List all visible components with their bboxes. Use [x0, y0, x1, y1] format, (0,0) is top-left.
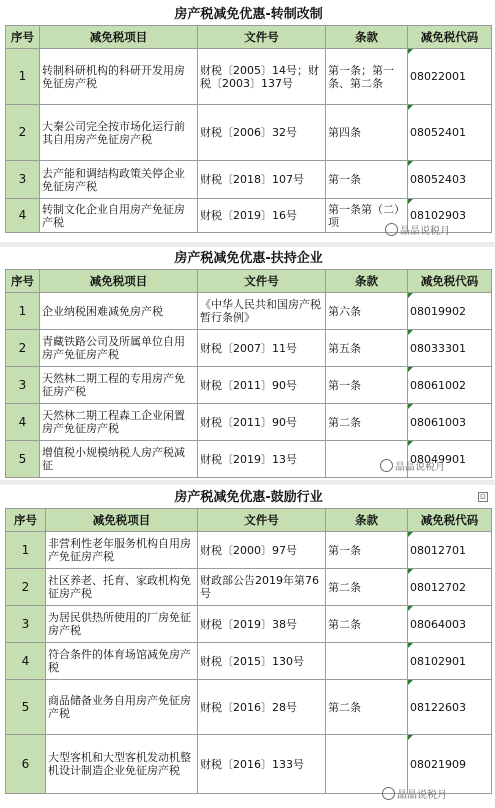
row-doc: 财税〔2006〕32号 [198, 105, 326, 161]
row-clause: 第一条第（二）项 [326, 199, 408, 233]
section-support [5, 247, 491, 478]
row-clause: 第一条 [326, 532, 408, 569]
header-item: 减免税项目 [40, 270, 198, 293]
row-clause: 第一条 [326, 367, 408, 404]
wechat-icon [380, 459, 393, 472]
row-code: 08102903 [408, 199, 492, 233]
row-item: 非营利性老年服务机构自用房产免征房产税 [46, 532, 198, 569]
row-clause [326, 735, 408, 794]
row-clause: 第四条 [326, 105, 408, 161]
table-row [6, 330, 492, 367]
row-code: 08064003 [408, 606, 492, 643]
row-item: 转制文化企业自用房产免征房产税 [40, 199, 198, 233]
row-doc: 财税〔2019〕38号 [198, 606, 326, 643]
row-clause [326, 643, 408, 680]
row-idx: 5 [6, 680, 46, 735]
row-clause: 第二条 [326, 569, 408, 606]
header-clause: 条款 [326, 26, 408, 49]
row-doc: 《中华人民共和国房产税暂行条例》 [198, 293, 326, 330]
table-row [6, 367, 492, 404]
row-code: 08021909 [408, 735, 492, 794]
row-clause: 第一条 [326, 161, 408, 199]
header-code: 减免税代码 [408, 270, 492, 293]
row-idx: 3 [6, 606, 46, 643]
row-clause: 第二条 [326, 404, 408, 441]
row-clause: 第五条 [326, 330, 408, 367]
row-idx: 1 [6, 49, 40, 105]
section-title: 房产税减免优惠-扶持企业 [174, 250, 323, 266]
row-idx: 1 [6, 532, 46, 569]
header-clause: 条款 [326, 270, 408, 293]
table-row [6, 735, 492, 794]
row-code: 08012701 [408, 532, 492, 569]
row-code: 08012702 [408, 569, 492, 606]
row-item: 大秦公司完全按市场化运行前其自用房产免征房产税 [40, 105, 198, 161]
table-row [6, 161, 492, 199]
row-clause: 第二条 [326, 606, 408, 643]
row-item: 去产能和调结构政策关停企业免征房产税 [40, 161, 198, 199]
row-item: 企业纳税困难减免房产税 [40, 293, 198, 330]
header-doc: 文件号 [198, 509, 326, 532]
row-doc: 财政部公告2019年第76号 [198, 569, 326, 606]
section-transformation [5, 3, 491, 233]
row-idx: 2 [6, 569, 46, 606]
table-encourage [5, 486, 492, 794]
row-idx: 5 [6, 441, 40, 478]
watermark: 晶晶说税月 [385, 222, 450, 237]
row-doc: 财税〔2016〕133号 [198, 735, 326, 794]
header-code: 减免税代码 [408, 26, 492, 49]
wechat-icon [382, 787, 395, 800]
row-clause: 第二条 [326, 680, 408, 735]
row-item: 转制科研机构的科研开发用房免征房产税 [40, 49, 198, 105]
watermark: 晶晶说税月 [380, 458, 445, 473]
row-item: 商品储备业务自用房产免征房产税 [46, 680, 198, 735]
row-doc: 财税〔2015〕130号 [198, 643, 326, 680]
table-row [6, 606, 492, 643]
row-code: 08033301 [408, 330, 492, 367]
row-item: 符合条件的体育场馆减免房产税 [46, 643, 198, 680]
row-clause: 第一条；第一条、第二条 [326, 49, 408, 105]
table-row [6, 49, 492, 105]
row-item: 青藏铁路公司及所属单位自用房产免征房产税 [40, 330, 198, 367]
header-clause: 条款 [326, 509, 408, 532]
watermark: 晶晶说税月 [382, 786, 447, 801]
row-code: 08102901 [408, 643, 492, 680]
header-doc: 文件号 [198, 270, 326, 293]
header-idx: 序号 [6, 26, 40, 49]
row-doc: 财税〔2005〕14号；财税〔2003〕137号 [198, 49, 326, 105]
section-title: 房产税减免优惠-鼓励行业 [174, 489, 323, 505]
header-idx: 序号 [6, 270, 40, 293]
row-idx: 4 [6, 643, 46, 680]
row-doc: 财税〔2007〕11号 [198, 330, 326, 367]
row-code: 08049901 [408, 441, 492, 478]
table-row [6, 532, 492, 569]
table-transformation [5, 3, 492, 233]
row-doc: 财税〔2018〕107号 [198, 161, 326, 199]
header-item: 减免税项目 [46, 509, 198, 532]
row-doc: 财税〔2011〕90号 [198, 367, 326, 404]
row-idx: 6 [6, 735, 46, 794]
table-row [6, 643, 492, 680]
row-item: 大型客机和大型客机发动机整机设计制造企业免征房产税 [46, 735, 198, 794]
row-idx: 1 [6, 293, 40, 330]
row-doc: 财税〔2000〕97号 [198, 532, 326, 569]
row-code: 08052401 [408, 105, 492, 161]
expand-corner-button[interactable]: ⊡ [478, 492, 488, 502]
row-idx: 4 [6, 404, 40, 441]
header-code: 减免税代码 [408, 509, 492, 532]
row-doc: 财税〔2016〕28号 [198, 680, 326, 735]
row-item: 社区养老、托育、家政机构免征房产税 [46, 569, 198, 606]
table-row [6, 293, 492, 330]
header-idx: 序号 [6, 509, 46, 532]
row-doc: 财税〔2019〕16号 [198, 199, 326, 233]
row-doc: 财税〔2019〕13号 [198, 441, 326, 478]
table-row [6, 569, 492, 606]
row-idx: 4 [6, 199, 40, 233]
table-row [6, 680, 492, 735]
section-encourage [5, 486, 491, 794]
row-idx: 2 [6, 330, 40, 367]
row-item: 为居民供热所使用的厂房免征房产税 [46, 606, 198, 643]
row-idx: 3 [6, 367, 40, 404]
row-code: 08022001 [408, 49, 492, 105]
row-code: 08052403 [408, 161, 492, 199]
row-code: 08019902 [408, 293, 492, 330]
section-title: 房产税减免优惠-转制改制 [174, 6, 323, 22]
row-idx: 2 [6, 105, 40, 161]
header-item: 减免税项目 [40, 26, 198, 49]
row-doc: 财税〔2011〕90号 [198, 404, 326, 441]
row-item: 天然林二期工程森工企业闲置房产免征房产税 [40, 404, 198, 441]
row-clause: 第六条 [326, 293, 408, 330]
table-row [6, 105, 492, 161]
row-idx: 3 [6, 161, 40, 199]
header-doc: 文件号 [198, 26, 326, 49]
row-item: 增值税小规模纳税人房产税减征 [40, 441, 198, 478]
row-code: 08061002 [408, 367, 492, 404]
table-support [5, 247, 492, 478]
wechat-icon [385, 223, 398, 236]
row-item: 天然林二期工程的专用房产免征房产税 [40, 367, 198, 404]
row-code: 08061003 [408, 404, 492, 441]
row-code: 08122603 [408, 680, 492, 735]
section-divider [0, 480, 495, 485]
table-row [6, 404, 492, 441]
